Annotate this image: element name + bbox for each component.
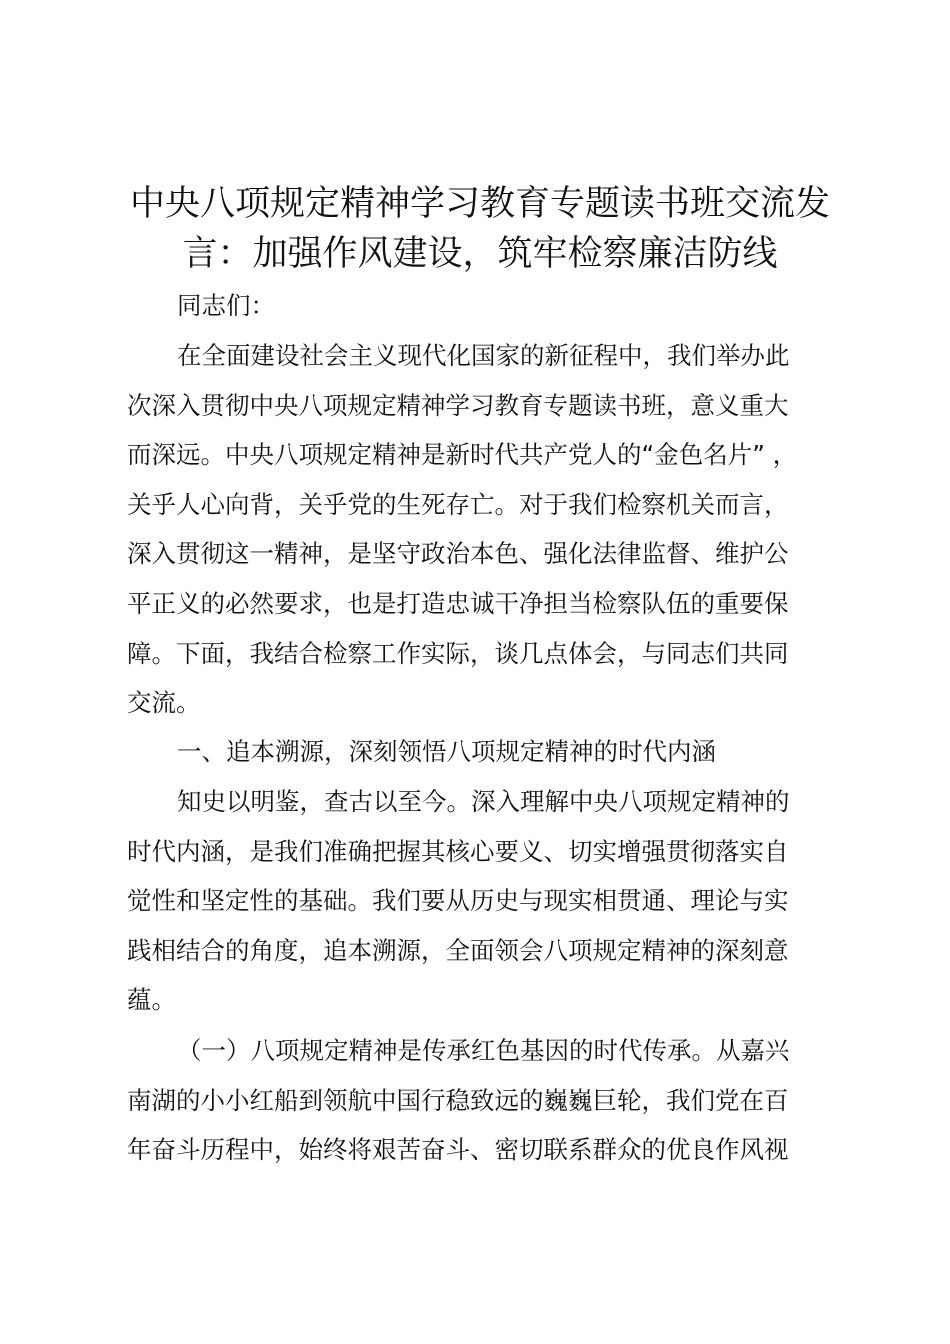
subsection-paragraph (127, 1026, 847, 1175)
paragraph-line: 南湖的小小红船到领航中国行稳致远的巍巍巨轮，我们党在百 (127, 1085, 789, 1115)
paragraph-line: 时代内涵，是我们准确把握其核心要义、切实增强贯彻落实自 (127, 836, 789, 866)
paragraph-line: 障。下面，我结合检察工作实际，谈几点体会，与同志们共同 (127, 638, 789, 668)
paragraph-line: 践相结合的角度，追本溯源，全面领会八项规定精神的深刻意 (127, 935, 789, 965)
paragraph-line: 觉性和坚定性的基础。我们要从历史与现实相贯通、理论与实 (127, 886, 789, 916)
title-line-2: 言：加强作风建设，筑牢检察廉洁防线 (182, 233, 778, 274)
paragraph-line: 而深远。中央八项规定精神是新时代共产党人的“金色名片” ， (127, 440, 798, 470)
paragraph-line: 蕴。 (127, 985, 176, 1015)
paragraph-line: 平正义的必然要求，也是打造忠诚干净担当检察队伍的重要保 (127, 588, 789, 618)
paragraph-line: 交流。 (127, 688, 201, 718)
section-heading: 一、追本溯源，深刻领悟八项规定精神的时代内涵 (177, 737, 716, 766)
paragraph-line: 关乎人心向背，关乎党的生死存亡。对于我们检察机关而言， (127, 489, 789, 519)
title-line-1: 中央八项规定精神学习教育专题读书班交流发 (129, 184, 830, 224)
paragraph-line: 年奋斗历程中，始终将艰苦奋斗、密切联系群众的优良作风视 (127, 1135, 789, 1165)
intro-paragraph (127, 331, 847, 728)
paragraph-line: 次深入贯彻中央八项规定精神学习教育专题读书班，意义重大 (127, 390, 789, 420)
document-title (110, 180, 850, 279)
paragraph-line: 知史以明鉴，查古以至今。深入理解中央八项规定精神的 (177, 787, 790, 816)
salutation: 同志们： (177, 291, 275, 320)
paragraph-line: 深入贯彻这一精神，是坚守政治本色、强化法律监督、维护公 (127, 539, 789, 569)
paragraph-line: （一）八项规定精神是传承红色基因的时代传承。从嘉兴 (177, 1036, 790, 1065)
section-paragraph (127, 777, 847, 1025)
paragraph-line: 在全面建设社会主义现代化国家的新征程中，我们举办此 (177, 341, 790, 370)
